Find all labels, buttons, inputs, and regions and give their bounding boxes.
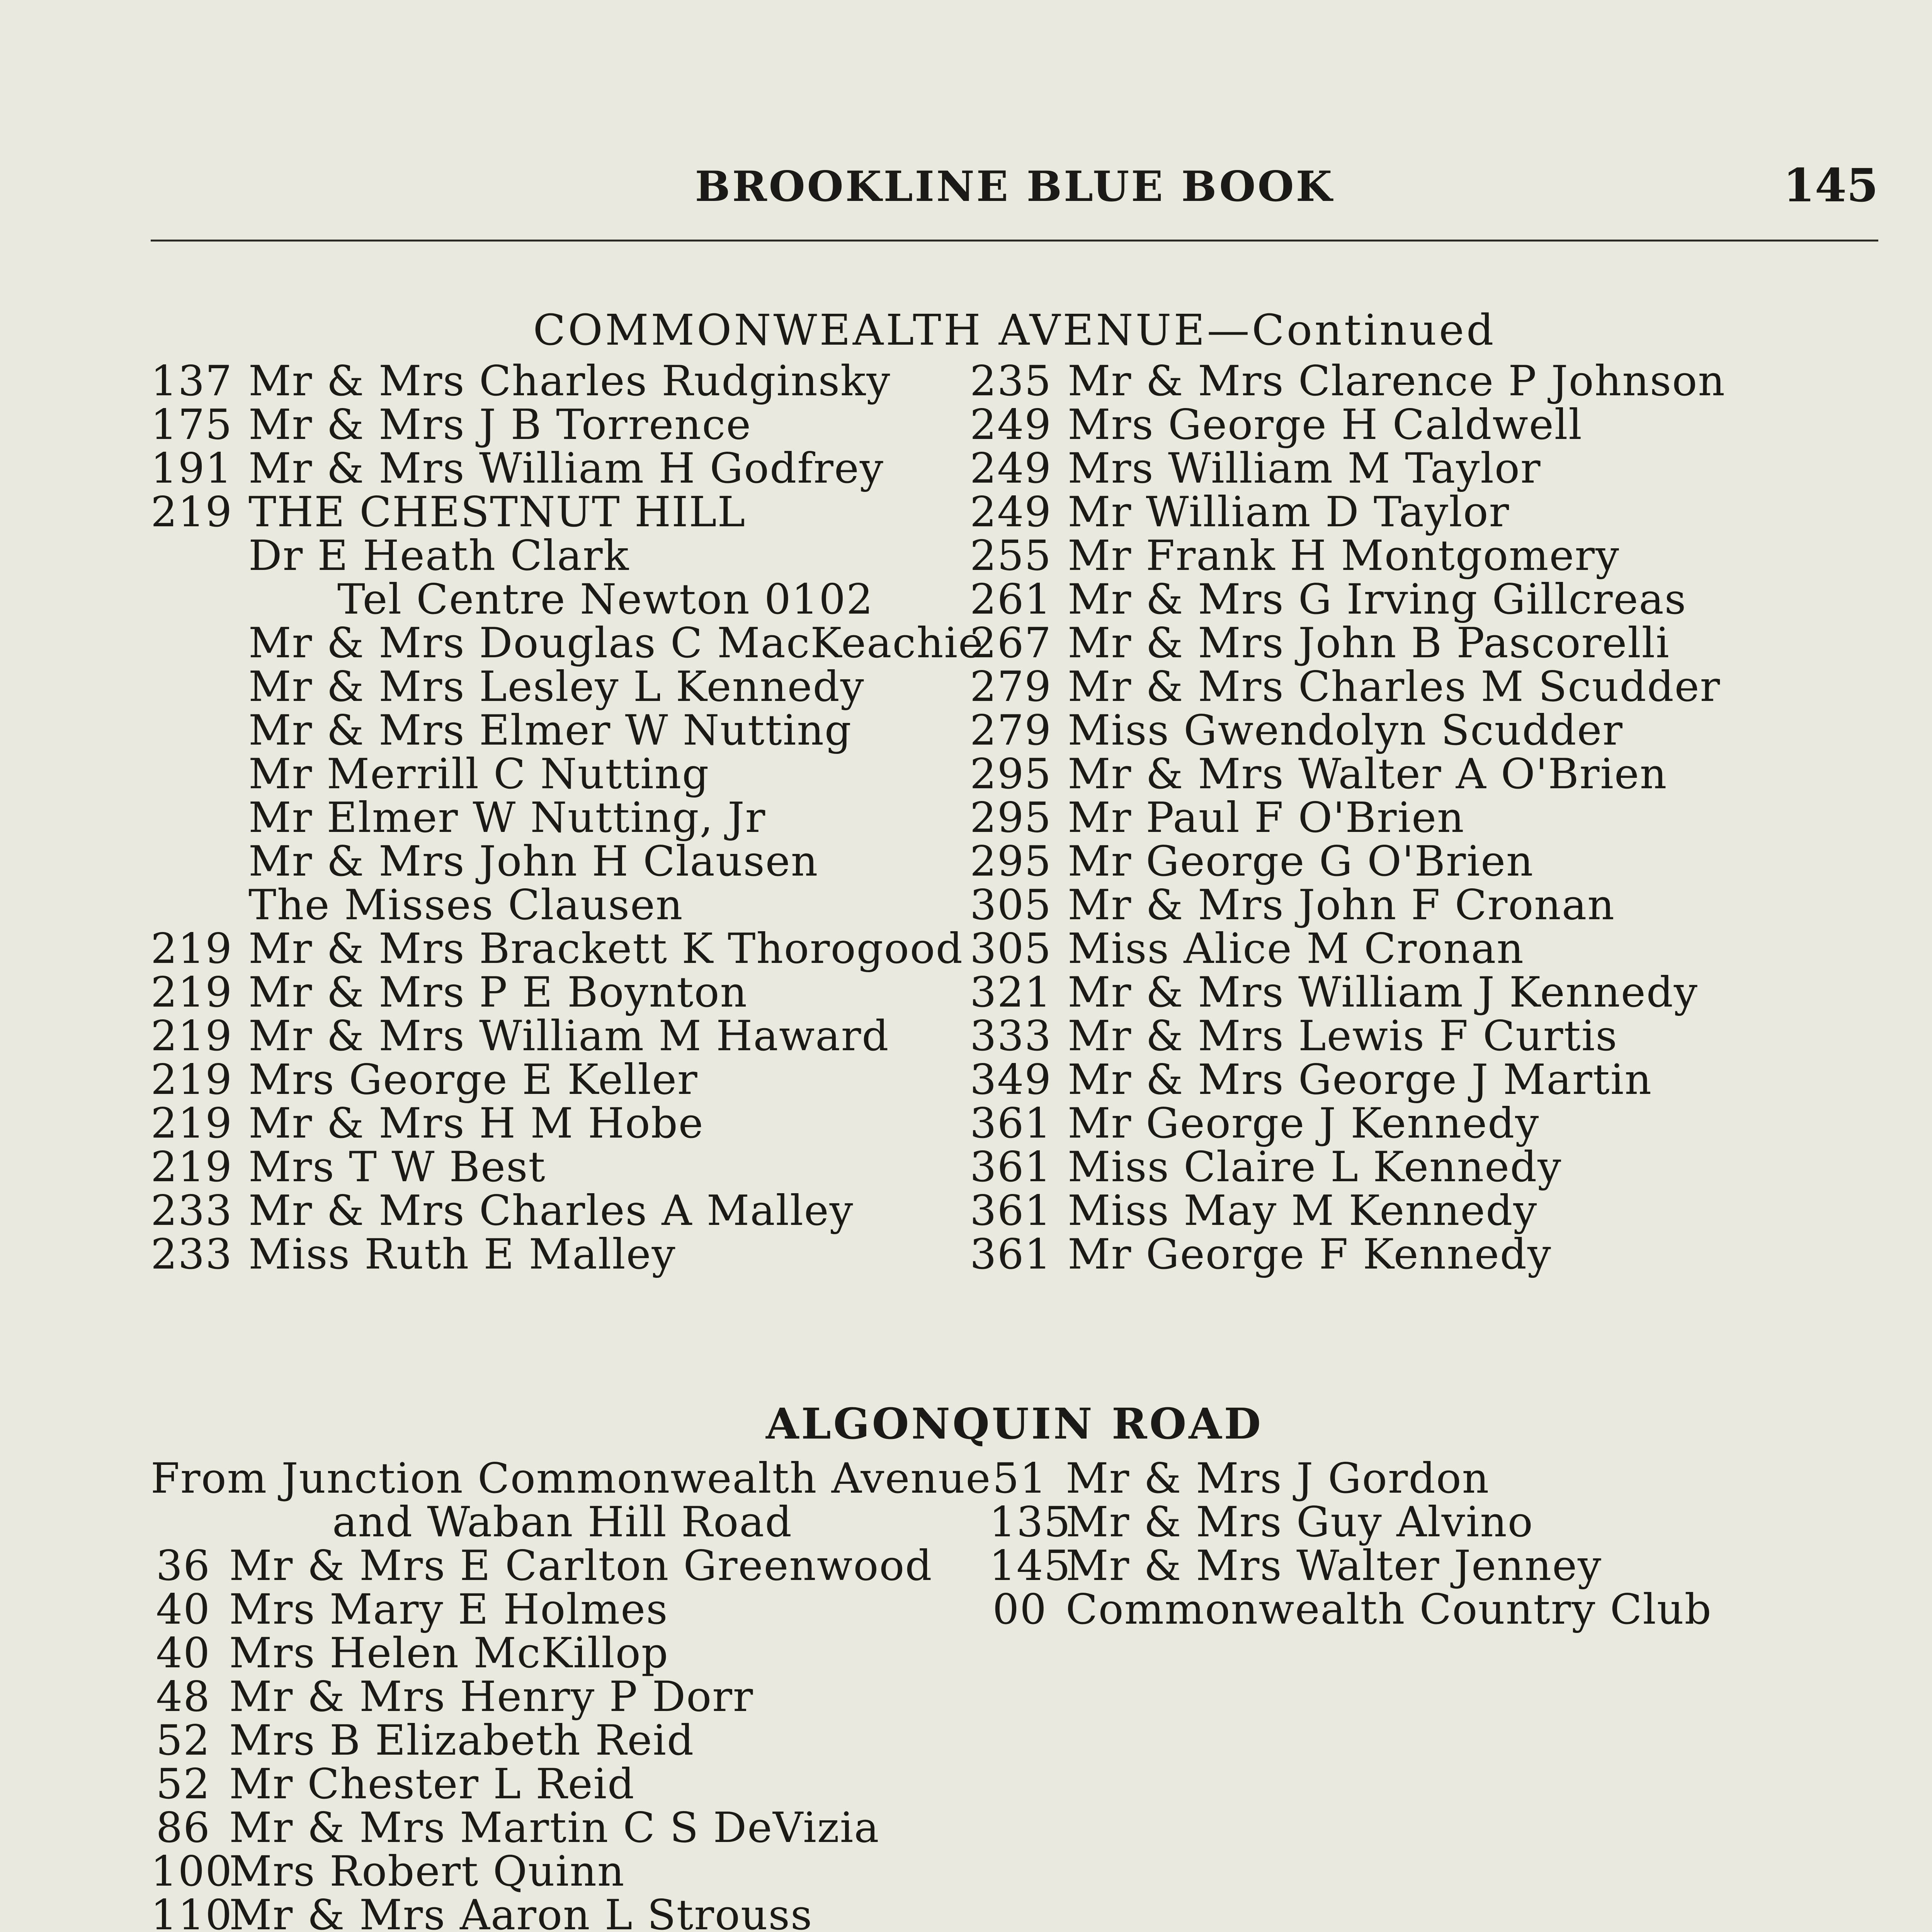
house-number: 219 <box>151 488 233 536</box>
house-number: 110 <box>151 1891 233 1932</box>
page-number: 145 <box>1783 158 1878 212</box>
resident-name: Mr Frank H Montgomery <box>1068 532 1620 580</box>
algonquin-left-entry <box>151 1675 991 1719</box>
house-number: 40 <box>156 1585 211 1634</box>
house-number: 219 <box>151 1143 233 1191</box>
commonwealth-left-entry <box>151 706 984 755</box>
commonwealth-left-entry <box>151 359 984 403</box>
commonwealth-left-entry <box>151 444 984 493</box>
house-number: 295 <box>970 794 1052 842</box>
resident-name: Mr & Mrs Walter A O'Brien <box>1068 750 1668 798</box>
commonwealth-left-entry <box>151 403 984 447</box>
resident-name: Mr & Mrs William J Kennedy <box>1068 968 1698 1017</box>
resident-name: Mr George F Kennedy <box>1068 1230 1552 1279</box>
commonwealth-left-entry <box>151 1189 984 1233</box>
resident-name: Mr & Mrs Douglas C MacKeachie <box>248 619 984 667</box>
resident-name: Mr & Mrs William M Haward <box>248 1012 889 1060</box>
house-number: 52 <box>156 1760 211 1808</box>
resident-name: Miss May M Kennedy <box>1068 1187 1538 1235</box>
resident-name: Mr & Mrs Elmer W Nutting <box>248 706 852 755</box>
resident-name: Mr George J Kennedy <box>1068 1099 1540 1148</box>
commonwealth-left-entry <box>151 883 984 927</box>
house-number: 145 <box>989 1542 1071 1590</box>
house-number: 48 <box>156 1673 211 1721</box>
resident-name: Mr & Mrs Charles A Malley <box>248 1187 854 1235</box>
house-number: 295 <box>970 750 1052 798</box>
house-number: 349 <box>970 1056 1052 1104</box>
algonquin-left-entry <box>151 1847 991 1896</box>
algonquin-left-entry <box>151 1762 991 1806</box>
commonwealth-left-column <box>151 357 984 1279</box>
commonwealth-right-entry <box>970 444 1726 493</box>
resident-name: Mr & Mrs William H Godfrey <box>248 444 884 493</box>
algonquin-intro-line-2: and Waban Hill Road <box>332 1498 793 1546</box>
algonquin-right-column <box>989 1454 1712 1634</box>
resident-name: Mr & Mrs J Gordon <box>1066 1454 1490 1503</box>
commonwealth-right-entry <box>970 1058 1726 1102</box>
house-number: 361 <box>970 1099 1052 1148</box>
commonwealth-right-entry <box>970 575 1726 624</box>
house-number: 267 <box>970 619 1052 667</box>
house-number: 51 <box>992 1454 1047 1503</box>
resident-name: Mr & Mrs John F Cronan <box>1068 881 1615 929</box>
resident-name: Mr & Mrs H M Hobe <box>248 1099 704 1148</box>
house-number: 295 <box>970 837 1052 886</box>
page-header <box>151 158 1878 240</box>
commonwealth-left-entry <box>151 575 984 624</box>
resident-name: Miss Alice M Cronan <box>1068 925 1524 973</box>
resident-name: THE CHESTNUT HILL <box>248 488 746 536</box>
house-number: 305 <box>970 925 1052 973</box>
house-number: 00 <box>992 1585 1047 1634</box>
house-number: 219 <box>151 1012 233 1060</box>
resident-name: Mrs George H Caldwell <box>1068 401 1583 449</box>
commonwealth-right-entry <box>970 796 1726 840</box>
algonquin-right-entry <box>989 1585 1712 1634</box>
house-number: 361 <box>970 1230 1052 1279</box>
resident-name: Mrs B Elizabeth Reid <box>229 1716 695 1765</box>
commonwealth-left-entry <box>151 665 984 709</box>
resident-name: Mr & Mrs John B Pascorelli <box>1068 619 1670 667</box>
house-number: 249 <box>970 401 1052 449</box>
commonwealth-left-entry <box>151 1014 984 1058</box>
resident-name: Mr & Mrs P E Boynton <box>248 968 748 1017</box>
resident-name: Mrs T W Best <box>248 1143 546 1191</box>
resident-name: Mr & Mrs Henry P Dorr <box>229 1673 754 1721</box>
house-number: 255 <box>970 532 1052 580</box>
section-title-commonwealth: COMMONWEALTH AVENUE—Continued <box>533 305 1496 355</box>
resident-name: Mr & Mrs Clarence P Johnson <box>1068 357 1726 405</box>
house-number: 219 <box>151 925 233 973</box>
commonwealth-right-entry <box>970 1099 1726 1148</box>
house-number: 233 <box>151 1230 233 1279</box>
commonwealth-left-entry <box>151 968 984 1017</box>
resident-name: Mr & Mrs Guy Alvino <box>1066 1498 1534 1546</box>
commonwealth-right-entry <box>970 534 1726 578</box>
resident-name: Mr & Mrs G Irving Gillcreas <box>1068 575 1687 624</box>
house-number: 333 <box>970 1012 1052 1060</box>
house-number: 135 <box>989 1498 1071 1546</box>
house-number: 305 <box>970 881 1052 929</box>
house-number: 235 <box>970 357 1052 405</box>
resident-name: Mr & Mrs Aaron L Strouss <box>229 1891 813 1932</box>
commonwealth-left-entry <box>151 1145 984 1189</box>
resident-name: Miss Gwendolyn Scudder <box>1068 706 1623 755</box>
commonwealth-right-column <box>970 357 1726 1279</box>
resident-name: Mr Paul F O'Brien <box>1068 794 1465 842</box>
house-number: 219 <box>151 1056 233 1104</box>
house-number: 249 <box>970 444 1052 493</box>
house-number: 219 <box>151 968 233 1017</box>
resident-name: Mr & Mrs George J Martin <box>1068 1056 1652 1104</box>
commonwealth-right-entry <box>970 1230 1726 1279</box>
resident-name: Mr Chester L Reid <box>229 1760 635 1808</box>
commonwealth-left-entry <box>151 796 984 840</box>
resident-name: Mrs Robert Quinn <box>229 1847 625 1896</box>
resident-name: Mr & Mrs Martin C S DeVizia <box>229 1804 880 1852</box>
commonwealth-right-entry <box>970 837 1726 886</box>
resident-name: Mr & Mrs John H Clausen <box>248 837 819 886</box>
commonwealth-right-entry <box>970 490 1726 534</box>
commonwealth-right-entry <box>970 1145 1726 1189</box>
house-number: 361 <box>970 1187 1052 1235</box>
algonquin-intro-line-1: From Junction Commonwealth Avenue <box>151 1454 992 1503</box>
commonwealth-left-entry <box>151 490 984 534</box>
commonwealth-right-entry <box>970 403 1726 447</box>
house-number: 52 <box>156 1716 211 1765</box>
house-number: 137 <box>151 357 233 405</box>
house-number: 175 <box>151 401 233 449</box>
algonquin-left-entry <box>151 1716 991 1765</box>
resident-name: Miss Ruth E Malley <box>248 1230 676 1279</box>
commonwealth-right-entry <box>970 665 1726 709</box>
algonquin-right-entry <box>989 1500 1712 1544</box>
algonquin-left-entry <box>151 1631 991 1675</box>
house-number: 321 <box>970 968 1052 1017</box>
commonwealth-left-entry <box>151 1099 984 1148</box>
commonwealth-right-entry <box>970 883 1726 927</box>
resident-name: Mr & Mrs Charles Rudginsky <box>248 357 891 405</box>
house-number: 100 <box>151 1847 233 1896</box>
house-number: 40 <box>156 1629 211 1677</box>
algonquin-left-entry <box>151 1893 991 1932</box>
house-number: 279 <box>970 663 1052 711</box>
resident-name: Mr & Mrs Lesley L Kennedy <box>248 663 865 711</box>
resident-name: Mr George G O'Brien <box>1068 837 1534 886</box>
algonquin-right-entry <box>989 1454 1712 1503</box>
algonquin-left-entry <box>151 1544 991 1588</box>
commonwealth-right-entry <box>970 752 1726 796</box>
algonquin-left-column <box>151 1454 992 1932</box>
resident-name: Tel Centre Newton 0102 <box>337 575 874 624</box>
commonwealth-left-entry <box>151 534 984 578</box>
resident-name: Dr E Heath Clark <box>248 532 630 580</box>
algonquin-left-entry <box>151 1806 991 1850</box>
resident-name: Mr Merrill C Nutting <box>248 750 710 798</box>
algonquin-right-entry <box>989 1544 1712 1588</box>
resident-name: Mr & Mrs Charles M Scudder <box>1068 663 1721 711</box>
commonwealth-left-entry <box>151 1230 984 1279</box>
resident-name: Commonwealth Country Club <box>1066 1585 1712 1634</box>
house-number: 219 <box>151 1099 233 1148</box>
resident-name: Mr & Mrs Lewis F Curtis <box>1068 1012 1618 1060</box>
commonwealth-right-entry <box>970 1014 1726 1058</box>
algonquin-left-entry <box>151 1585 991 1634</box>
house-number: 191 <box>151 444 233 493</box>
resident-name: Miss Claire L Kennedy <box>1068 1143 1562 1191</box>
resident-name: Mrs George E Keller <box>248 1056 698 1104</box>
commonwealth-left-entry <box>151 1058 984 1102</box>
resident-name: Mrs Mary E Holmes <box>229 1585 668 1634</box>
house-number: 86 <box>156 1804 211 1852</box>
commonwealth-right-entry <box>970 359 1726 403</box>
commonwealth-left-entry <box>151 752 984 796</box>
house-number: 233 <box>151 1187 233 1235</box>
header-rule <box>151 240 1878 242</box>
house-number: 361 <box>970 1143 1052 1191</box>
resident-name: Mrs Helen McKillop <box>229 1629 669 1677</box>
commonwealth-right-entry <box>970 621 1726 665</box>
resident-name: Mr & Mrs Brackett K Thorogood <box>248 925 963 973</box>
house-number: 249 <box>970 488 1052 536</box>
commonwealth-left-entry <box>151 837 984 886</box>
resident-name: Mr & Mrs E Carlton Greenwood <box>229 1542 933 1590</box>
commonwealth-right-entry <box>970 968 1726 1017</box>
resident-name: The Misses Clausen <box>248 881 684 929</box>
house-number: 261 <box>970 575 1052 624</box>
running-title: BROOKLINE BLUE BOOK <box>695 162 1334 211</box>
commonwealth-left-entry <box>151 927 984 971</box>
resident-name: Mr William D Taylor <box>1068 488 1510 536</box>
section-title-algonquin: ALGONQUIN ROAD <box>765 1399 1264 1449</box>
resident-name: Mrs William M Taylor <box>1068 444 1541 493</box>
commonwealth-right-entry <box>970 927 1726 971</box>
resident-name: Mr & Mrs Walter Jenney <box>1066 1542 1602 1590</box>
house-number: 36 <box>156 1542 211 1590</box>
commonwealth-left-entry <box>151 621 984 665</box>
house-number: 279 <box>970 706 1052 755</box>
resident-name: Mr & Mrs J B Torrence <box>248 401 752 449</box>
resident-name: Mr Elmer W Nutting, Jr <box>248 794 766 842</box>
commonwealth-right-entry <box>970 706 1726 755</box>
commonwealth-right-entry <box>970 1189 1726 1233</box>
